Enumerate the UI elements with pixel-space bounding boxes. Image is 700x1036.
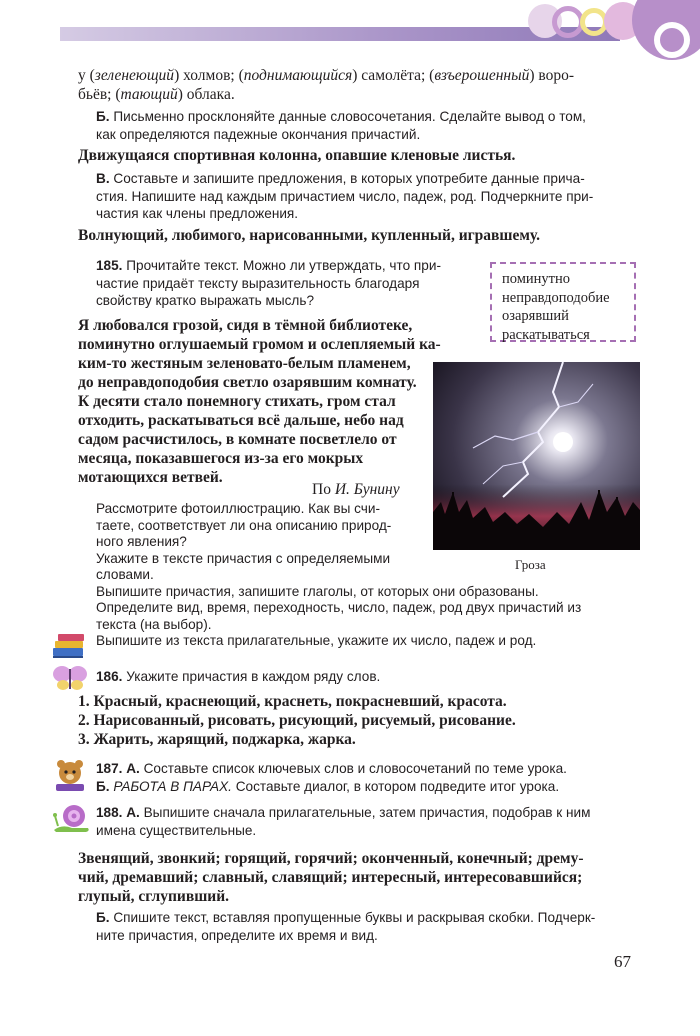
ex187-line: Б. РАБОТА В ПАРАХ. Составьте диалог, в котором подведите итог урока. xyxy=(96,778,560,794)
story-line: Я любовался грозой, сидя в тёмной библиотеке, xyxy=(78,317,413,334)
task-v-line: стия. Напишите над каждым причастием число, падеж, род. Подчеркните при- xyxy=(96,188,594,204)
story-text xyxy=(78,316,482,487)
story-line: поминутно оглушаемый громом и ослепляемый ка- xyxy=(78,336,441,353)
ex188-words-line: чий, дремавший; славный, славящий; интересный, интересовавшийся; xyxy=(78,869,583,886)
page-number: 67 xyxy=(614,952,631,971)
intro-line: бьёв; (тающий) облака. xyxy=(78,86,235,103)
ex188-line: имена существительные. xyxy=(96,822,257,838)
books-icon xyxy=(50,630,90,665)
question-line: Выпишите причастия, запишите глаголы, от которых они образованы. xyxy=(96,583,539,599)
story-line: до неправдоподобия светло озарявшим комнату. xyxy=(78,374,417,391)
question-line: Определите вид, время, переходность, число, падеж, род двух причастий из xyxy=(96,600,582,615)
phrases-1: Движущаяся спортивная колонна, опавшие кленовые листья. xyxy=(78,147,516,164)
story-line: К десяти стало понемногу стихать, гром стал xyxy=(78,393,396,410)
exercise-186-rows xyxy=(78,692,638,749)
question-line: таете, соответствует ли она описанию природ- xyxy=(96,517,392,533)
ex186-row: 1. Красный, краснеющий, краснеть, покрасневший, красота. xyxy=(78,693,507,710)
ex185-line: 185. Прочитайте текст. Можно ли утверждать, что при- xyxy=(96,258,441,273)
ex185-line: частие придаёт тексту выразительность благодаря xyxy=(96,275,420,291)
task-b-line: Б. Письменно просклоняйте данные словосочетания. Сделайте вывод о том, xyxy=(96,109,586,124)
exercise-188-b xyxy=(96,909,656,944)
ex186-row: 2. Нарисованный, рисовать, рисующий, рисуемый, рисование. xyxy=(78,712,516,729)
exercise-188-words xyxy=(78,849,640,906)
vocab-word: поминутно xyxy=(502,271,571,287)
story-line: мотающихся ветвей. xyxy=(78,469,223,486)
phrases-2: Волнующий, любимого, нарисованными, купленный, игравшему. xyxy=(78,227,540,244)
story-line: ким-то жестяным зеленовато-белым пламенем, xyxy=(78,355,411,372)
question-line: ного явления? xyxy=(96,534,187,549)
ex185-line: свойству кратко выражать мысль? xyxy=(96,293,315,308)
ex188-words-line: глупый, сглупивший. xyxy=(78,888,230,905)
vocab-word: озарявший xyxy=(502,308,569,324)
intro-text xyxy=(78,66,638,104)
ex188-b-line: ните причастия, определите их время и вид. xyxy=(96,927,378,943)
question-line: Укажите в тексте причастия с определяемыми xyxy=(96,550,391,566)
story-line: месяца, показавшегося из-за его мокрых xyxy=(78,450,364,467)
ex188-line: 188. А. Выпишите сначала прилагательные, затем причастия, подобрав к ним xyxy=(96,805,591,820)
question-line: словами. xyxy=(96,567,154,582)
story-line: отходить, раскатываться всё дальше, небо над xyxy=(78,412,404,429)
questions xyxy=(96,501,656,650)
vocab-word: неправдоподобие xyxy=(502,289,610,306)
exercise-187 xyxy=(96,760,656,795)
vocab-word: раскатываться xyxy=(502,326,590,343)
task-b xyxy=(96,108,641,143)
task-v-line: частия как члены предложения. xyxy=(96,206,299,221)
story-line: садом расчистилось, в комнате посветлело от xyxy=(78,431,397,448)
task-v xyxy=(96,170,641,223)
question-line: текста (на выбор). xyxy=(96,616,212,632)
decor-circle xyxy=(654,22,690,58)
snail-icon xyxy=(52,800,92,839)
ex186-row: 3. Жарить, жарящий, поджарка, жарка. xyxy=(78,731,356,748)
question-line: Рассмотрите фотоиллюстрацию. Как вы счи- xyxy=(96,501,380,516)
bear-icon xyxy=(50,757,90,798)
vocabulary-box xyxy=(490,262,636,342)
exercise-186-title: 186. Укажите причастия в каждом ряду слов. xyxy=(96,669,381,684)
ex188-words-line: Звенящий, звонкий; горящий, горячий; оконченный, конечный; дрему- xyxy=(78,850,584,867)
ex187-line: 187. А. Составьте список ключевых слов и словосочетаний по теме урока. xyxy=(96,761,567,776)
ex188-b-line: Б. Спишите текст, вставляя пропущенные буквы и раскрывая скобки. Подчерк- xyxy=(96,910,596,925)
exercise-185 xyxy=(96,257,476,310)
task-v-line: В. Составьте и запишите предложения, в которых употребите данные прича- xyxy=(96,171,585,186)
question-line: Выпишите из текста прилагательные, укажите их число, падеж и род. xyxy=(96,633,537,648)
task-b-line: как определяются падежные окончания причастий. xyxy=(96,126,421,142)
exercise-188 xyxy=(96,804,656,839)
intro-line: у (зеленеющий) холмов; (поднимающийся) самолёта; (взъерошенный) воро- xyxy=(78,67,575,84)
photo-caption: Гроза xyxy=(515,557,546,572)
attribution: По И. Бунину xyxy=(312,481,400,498)
